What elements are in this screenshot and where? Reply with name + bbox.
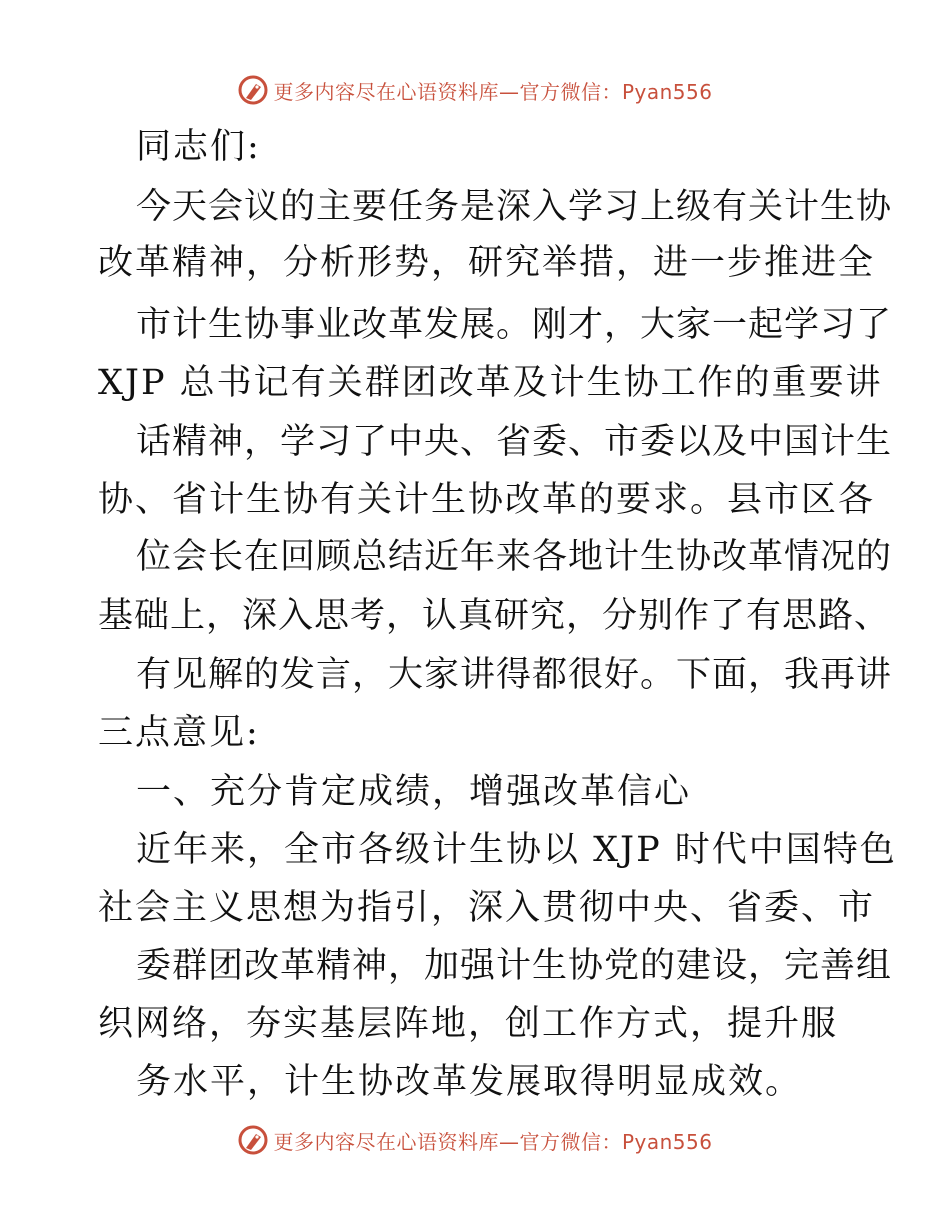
watermark-text: 更多内容尽在心语资料库—官方微信：Pyan556 [273, 1129, 713, 1154]
pen-nib-logo-icon [237, 1124, 269, 1156]
paragraph-line: 委群团改革精神，加强计生协党的建设，完善组 [136, 946, 893, 986]
salutation: 同志们: [136, 127, 261, 167]
paragraph-line: 近年来，全市各级计生协以 XJP 时代中国特色 [136, 830, 897, 870]
watermark-banner-bottom [0, 1120, 950, 1160]
paragraph-line: 基础上，深入思考，认真研究，分别作了有思路、 [98, 596, 891, 636]
paragraph-line: 今天会议的主要任务是深入学习上级有关计生协 [136, 187, 893, 227]
watermark-text: 更多内容尽在心语资料库—官方微信：Pyan556 [273, 79, 713, 104]
paragraph-line: 话精神，学习了中央、省委、市委以及中国计生 [136, 422, 893, 462]
paragraph-line: 务水平，计生协改革发展取得明显成效。 [136, 1062, 803, 1102]
pen-nib-logo-icon [237, 74, 269, 106]
paragraph-line: XJP 总书记有关群团改革及计生协工作的重要讲 [98, 363, 883, 403]
paragraph-line: 有见解的发言，大家讲得都很好。下面，我再讲 [136, 655, 893, 695]
paragraph-line: 协、省计生协有关计生协改革的要求。县市区各 [98, 480, 876, 520]
paragraph-line: 改革精神，分析形势，研究举措，进一步推进全 [98, 243, 876, 283]
paragraph-line: 织网络，夯实基层阵地，创工作方式，提升服 [98, 1004, 839, 1044]
paragraph-line: 三点意见: [98, 713, 260, 753]
paragraph-line: 位会长在回顾总结近年来各地计生协改革情况的 [136, 537, 893, 577]
section-heading: 一、充分肯定成绩，增强改革信心 [136, 772, 692, 812]
paragraph-line: 社会主义思想为指引，深入贯彻中央、省委、市 [98, 888, 876, 928]
paragraph-line: 市计生协事业改革发展。刚才，大家一起学习了 [136, 305, 893, 345]
watermark-banner-top [0, 70, 950, 110]
